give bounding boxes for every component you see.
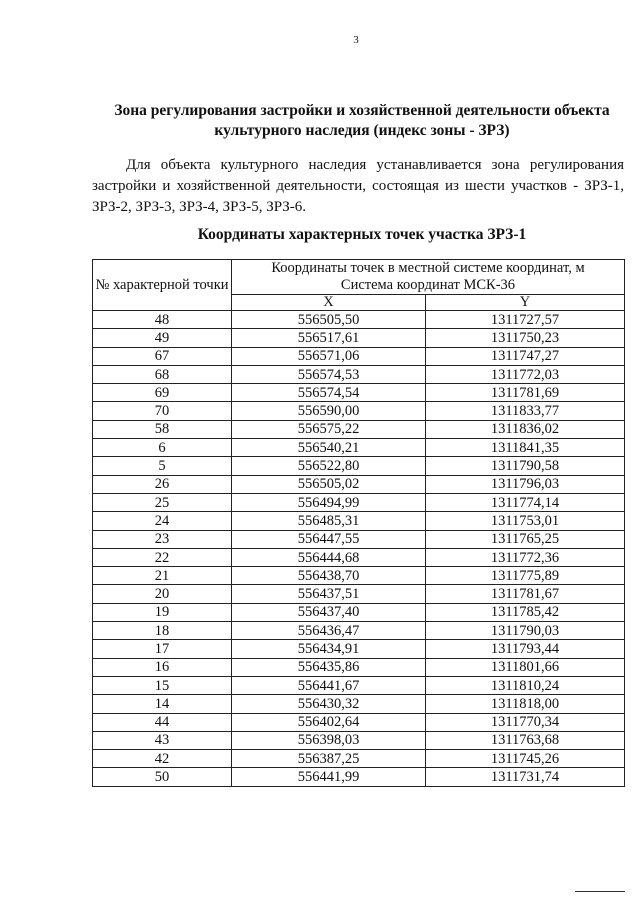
cell-point: 16	[93, 658, 232, 676]
cell-point: 70	[93, 402, 232, 420]
cell-y: 1311790,58	[426, 457, 625, 475]
cell-x: 556494,99	[232, 493, 426, 511]
table-row	[93, 622, 625, 640]
page-number: 3	[353, 34, 359, 46]
header-coordinate-system-line2: Система координат МСК-36	[340, 277, 516, 293]
cell-x: 556436,47	[232, 622, 426, 640]
table-row	[93, 475, 625, 493]
cell-x: 556485,31	[232, 512, 426, 530]
cell-x: 556517,61	[232, 329, 426, 347]
cell-y: 1311750,23	[426, 329, 625, 347]
cell-point: 43	[93, 731, 232, 749]
cell-x: 556441,99	[232, 768, 426, 786]
cell-y: 1311731,74	[426, 768, 625, 786]
cell-y: 1311801,66	[426, 658, 625, 676]
cell-x: 556387,25	[232, 750, 426, 768]
cell-point: 25	[93, 493, 232, 511]
cell-point: 14	[93, 695, 232, 713]
cell-y: 1311781,67	[426, 585, 625, 603]
cell-y: 1311745,26	[426, 750, 625, 768]
cell-x: 556444,68	[232, 548, 426, 566]
cell-y: 1311785,42	[426, 603, 625, 621]
cell-point: 42	[93, 750, 232, 768]
cell-y: 1311772,03	[426, 365, 625, 383]
table-row	[93, 658, 625, 676]
cell-y: 1311796,03	[426, 475, 625, 493]
table-row	[93, 347, 625, 365]
cell-x: 556540,21	[232, 439, 426, 457]
cell-point: 15	[93, 676, 232, 694]
cell-point: 58	[93, 420, 232, 438]
cell-point: 68	[93, 365, 232, 383]
cell-point: 22	[93, 548, 232, 566]
cell-x: 556438,70	[232, 567, 426, 585]
cell-y: 1311833,77	[426, 402, 625, 420]
table-row	[93, 731, 625, 749]
cell-y: 1311772,36	[426, 548, 625, 566]
table-row	[93, 750, 625, 768]
coordinates-table	[92, 259, 625, 787]
cell-x: 556430,32	[232, 695, 426, 713]
cell-point: 49	[93, 329, 232, 347]
table-row	[93, 365, 625, 383]
cell-y: 1311841,35	[426, 439, 625, 457]
table-row	[93, 420, 625, 438]
header-point-number: № характерной точки	[93, 260, 232, 311]
cell-x: 556571,06	[232, 347, 426, 365]
table-row	[93, 384, 625, 402]
cell-point: 26	[93, 475, 232, 493]
cell-y: 1311793,44	[426, 640, 625, 658]
cell-point: 5	[93, 457, 232, 475]
table-row	[93, 402, 625, 420]
cell-y: 1311774,14	[426, 493, 625, 511]
header-x: X	[232, 295, 426, 311]
cell-point: 19	[93, 603, 232, 621]
cell-x: 556437,40	[232, 603, 426, 621]
cell-x: 556574,54	[232, 384, 426, 402]
table-row	[93, 713, 625, 731]
intro-paragraph: Для объекта культурного наследия устанавливается зона регулирования застройки и хозяйственной деятельности, состоящая из шести участков - ЗРЗ-1, ЗРЗ-2, ЗРЗ-3, ЗРЗ-4, ЗРЗ-5, ЗРЗ-6.	[92, 157, 624, 215]
cell-point: 67	[93, 347, 232, 365]
table-row	[93, 768, 625, 786]
table-row	[93, 439, 625, 457]
cell-y: 1311790,03	[426, 622, 625, 640]
table-row	[93, 493, 625, 511]
table-row	[93, 640, 625, 658]
table-row	[93, 603, 625, 621]
cell-x: 556574,53	[232, 365, 426, 383]
table-row	[93, 585, 625, 603]
cell-x: 556441,67	[232, 676, 426, 694]
cell-y: 1311818,00	[426, 695, 625, 713]
cell-x: 556447,55	[232, 530, 426, 548]
cell-point: 18	[93, 622, 232, 640]
cell-point: 20	[93, 585, 232, 603]
table-row	[93, 676, 625, 694]
cell-x: 556435,86	[232, 658, 426, 676]
cell-point: 44	[93, 713, 232, 731]
table-row	[93, 530, 625, 548]
cell-x: 556522,80	[232, 457, 426, 475]
cell-x: 556402,64	[232, 713, 426, 731]
table-row	[93, 567, 625, 585]
cell-y: 1311836,02	[426, 420, 625, 438]
cell-point: 48	[93, 311, 232, 329]
section-title: Зона регулирования застройки и хозяйственной деятельности объекта культурного наследия (индекс зоны - ЗРЗ)	[114, 102, 610, 139]
cell-y: 1311765,25	[426, 530, 625, 548]
table-row	[93, 329, 625, 347]
cell-point: 23	[93, 530, 232, 548]
cell-point: 6	[93, 439, 232, 457]
cell-y: 1311810,24	[426, 676, 625, 694]
cell-x: 556505,02	[232, 475, 426, 493]
footer-rule	[575, 891, 625, 892]
table-row	[93, 695, 625, 713]
cell-point: 21	[93, 567, 232, 585]
cell-y: 1311770,34	[426, 713, 625, 731]
cell-x: 556437,51	[232, 585, 426, 603]
header-coordinate-system-line1: Координаты точек в местной системе координат, м	[271, 260, 585, 276]
cell-x: 556434,91	[232, 640, 426, 658]
cell-x: 556505,50	[232, 311, 426, 329]
cell-y: 1311775,89	[426, 567, 625, 585]
table-row	[93, 311, 625, 329]
cell-point: 50	[93, 768, 232, 786]
cell-y: 1311727,57	[426, 311, 625, 329]
cell-x: 556575,22	[232, 420, 426, 438]
table-row	[93, 548, 625, 566]
cell-y: 1311747,27	[426, 347, 625, 365]
table-title: Координаты характерных точек участка ЗРЗ-1	[197, 226, 527, 243]
header-coordinate-system	[232, 260, 625, 295]
cell-point: 24	[93, 512, 232, 530]
cell-y: 1311781,69	[426, 384, 625, 402]
cell-x: 556398,03	[232, 731, 426, 749]
header-y: Y	[426, 295, 625, 311]
table-row	[93, 512, 625, 530]
cell-y: 1311753,01	[426, 512, 625, 530]
cell-point: 17	[93, 640, 232, 658]
cell-y: 1311763,68	[426, 731, 625, 749]
cell-point: 69	[93, 384, 232, 402]
coordinates-table-body	[93, 311, 625, 787]
table-row	[93, 457, 625, 475]
cell-x: 556590,00	[232, 402, 426, 420]
